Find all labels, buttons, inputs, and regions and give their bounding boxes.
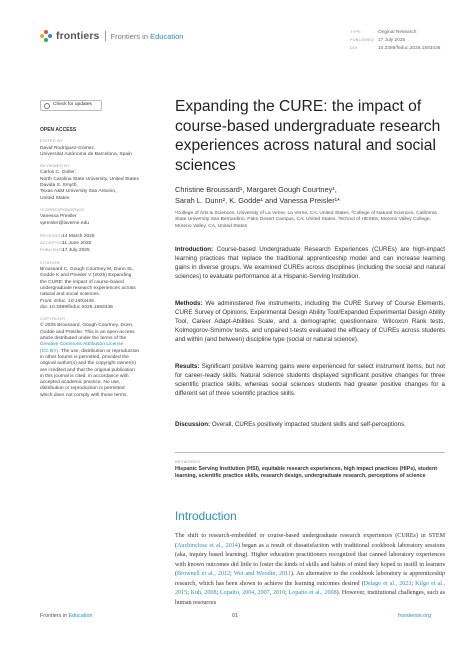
intro-text-segment: ;: [216, 590, 220, 596]
text-line: natural and social sciences.: [40, 292, 101, 298]
intro-text-segment: ;: [411, 580, 416, 587]
divider: [175, 452, 445, 453]
text-line: the CURE: the impact of course-based: [40, 279, 124, 285]
affiliations: ¹College of Arts & Sciences, University of La Verne, La Verne, CA, United States, ²College of Natural Sciences, California State University San Bernardino, Palm Desert Campus, CA, United States, ³School of HESBS, Moreno Valley College, Moreno Valley, CA, United States: [175, 211, 437, 229]
citation-link[interactable]: Delago et al., 2023: [363, 580, 412, 587]
edited-by: [40, 146, 160, 159]
citation-link[interactable]: 2007: [257, 590, 270, 596]
text-line: David Rodríguez-Gómez,: [40, 145, 96, 151]
intro-text-segment: ). An alternative to the cookbook laboratory is apprenticeship research, which has been shown to achieve the learning outcomes desired (: [175, 571, 446, 587]
text-line: which does not comply with these terms.: [40, 392, 128, 398]
journal-name: Frontiers in Education: [110, 31, 184, 41]
intro-text-segment: The shift to research-embedded or course-based undergraduate research experiences (CUREs) in STEM (: [175, 533, 445, 549]
footer-journal: Frontiers in Education: [40, 613, 93, 619]
citation-link[interactable]: Wei and Woodin, 2011: [233, 571, 291, 577]
page-number: 01: [232, 613, 238, 619]
keywords: Hispanic Serving Institution (HSI), equitable research experiences, high impact practices (HIPs), student learning, scientific practice skills, research design, undergraduate research, perceptions of science: [175, 466, 437, 480]
license-link[interactable]: Creative Commons Attribution License: [40, 342, 124, 348]
citation-link[interactable]: 2010: [272, 590, 286, 596]
dates: RECEIVED14 March 2025 ACCEPTED11 June 2025 PUBLISHED17 July 2025: [40, 232, 95, 254]
cc-by-link[interactable]: (CC BY): [40, 348, 59, 354]
correspondence-label: *CORRESPONDENCE: [40, 206, 85, 212]
intro-text-segment: ). However, institutional challenges, such as human resources: [175, 590, 445, 606]
open-access-label: OPEN ACCESS: [40, 127, 77, 133]
email-link[interactable]: vpreisler@laverne.edu: [40, 220, 90, 226]
copyright-label: COPYRIGHT: [40, 316, 66, 322]
frontiers-logo-icon: [40, 30, 52, 42]
reviewed-by-label: REVIEWED BY: [40, 163, 70, 169]
text-line: Broussard C, Gough Courtney M, Dunn SL,: [40, 267, 135, 273]
text-line: original author(s) and the copyright owner(s): [40, 361, 136, 367]
correspondence: Vanessa Preisler vpreisler@laverne.edu: [40, 214, 160, 227]
abstract-introduction: Introduction: Course-based Undergraduate Research Experiences (CUREs) are high-impact learning practices that replace the traditional apprenticeship model and can increase learning gains in diverse groups. We examined CUREs across disciplines (including the social and natural sciences) to evaluate performance at a Hispanic-Serving Institution.: [175, 246, 445, 281]
intro-text-segment: ,: [269, 590, 273, 596]
text-line: Front. Educ. 10:1593436.: [40, 298, 96, 304]
authors: Christine Broussard¹, Margaret Gough Courtney¹, Sarah L. Dunn², K. Godde¹ and Vanessa Preisler¹*: [175, 185, 341, 206]
text-line: Carlos C. Goller,: [40, 170, 76, 176]
citation: [40, 267, 160, 311]
text-line: distribution or reproduction is permitted: [40, 386, 125, 392]
sidebar: [40, 100, 160, 399]
edited-by-label: EDITED BY: [40, 138, 63, 144]
brand-name: frontiers: [56, 30, 100, 42]
text-line: North Carolina State University, United States: [40, 176, 139, 182]
keywords-label: KEYWORDS: [175, 459, 201, 464]
citation-link[interactable]: Brownell et al., 2012: [177, 571, 231, 577]
text-line: are credited and that the original publication: [40, 367, 135, 373]
text-line: Davida S. Smyth,: [40, 183, 78, 189]
citation-link[interactable]: Auchincloss et al., 2014: [177, 542, 238, 549]
article-title: Expanding the CURE: the impact of course-based undergraduate research experiences across natural and social sciences: [175, 98, 441, 174]
text-line: United States: [40, 195, 70, 201]
citation-link[interactable]: Lopatto, 2004: [219, 590, 255, 596]
citation-link[interactable]: Lopatto et al., 2008: [288, 590, 337, 596]
citation-label: CITATION: [40, 259, 60, 265]
journal-header: [40, 26, 183, 46]
introduction-text: [175, 532, 445, 608]
doi-link[interactable]: 10.3389/feduc.2025.1593436: [378, 46, 441, 52]
text-line: in other forums is permitted, provided the: [40, 354, 129, 360]
abstract-results: Results: Significant positive learning gains were experienced for select instrument items, but not for career-ready skills. Natural science students displayed significant positive changes for three scientific practice skills, whereas social sciences students had greater positive changes for a different set of three scientific practice skills.: [175, 363, 445, 398]
text-line: Universitat Autònoma de Barcelona, Spain: [40, 151, 132, 157]
text-line: in this journal is cited, in accordance with: [40, 373, 129, 379]
text-line: Texas A&M University San Antonio,: [40, 189, 117, 195]
site-link[interactable]: frontiersin.org: [398, 613, 431, 619]
check-updates-button[interactable]: Check for updates: [40, 100, 102, 111]
copyright: © 2025 Broussard, Gough Courtney, Dunn, Godde and Preisler. This is an open-access article distributed under the terms of the Creative Commons Attribution License (CC BY). The use, distribution or reproduction in other forums is permitted, provided the original author(s) and the copyright owner(s) are credited and that the original publication in this journal is cited, in accordance with accepted academic practice. No use, distribution or reproduction is permitted which does not comply with these terms.: [40, 323, 160, 399]
intro-text-segment: ;: [230, 571, 234, 577]
reviewed-by: [40, 170, 160, 201]
introduction-heading: Introduction: [175, 509, 237, 523]
citation-link[interactable]: Kilgo et al., 2015: [175, 580, 445, 596]
text-line: doi: 10.3389/feduc.2025.1593436: [40, 304, 113, 310]
intro-text-segment: ;: [187, 590, 191, 596]
abstract-methods: Methods: We administered five instruments, including the CURE Survey of Course Elements, CURE Survey of Opinions, Experimental Design Ability Tool/Expanded Experimental Design Ability Tool, Career Adapt-Abilities Scale, and a demographic questionnaire. Wilcoxon Rank tests, Kolmogorov-Smirnov tests, and unpaired t-tests evaluated the efficacy of CUREs across students and within (and between) discipline type (social or natural science).: [175, 300, 445, 344]
text-line: undergraduate research experiences across: [40, 285, 136, 291]
citation-link[interactable]: Kuh, 2008: [190, 590, 217, 596]
text-line: Godde K and Preisler V (2025) Expanding: [40, 273, 132, 279]
intro-text-segment: ;: [285, 590, 289, 596]
article-meta: TYPE Original Research PUBLISHED 17 July 2025 DOI 10.3389/feduc.2025.1593436: [350, 29, 441, 52]
refresh-icon: [44, 103, 50, 109]
text-line: accepted academic practice. No use,: [40, 380, 121, 386]
intro-text-segment: ) began as a result of dissatisfaction with traditional cookbook laboratory sessions (aka, inquiry based learning). Higher education practitioners recognized that canned laboratory experiences with known outcomes did little to foster the kinds of skills and habits of mind they hoped to instill in learners (: [175, 542, 445, 577]
intro-text-segment: ,: [254, 590, 258, 596]
abstract-discussion: Discussion: Overall, CUREs positively impacted student skills and self-perceptions.: [175, 421, 406, 428]
header-divider: [105, 31, 106, 41]
